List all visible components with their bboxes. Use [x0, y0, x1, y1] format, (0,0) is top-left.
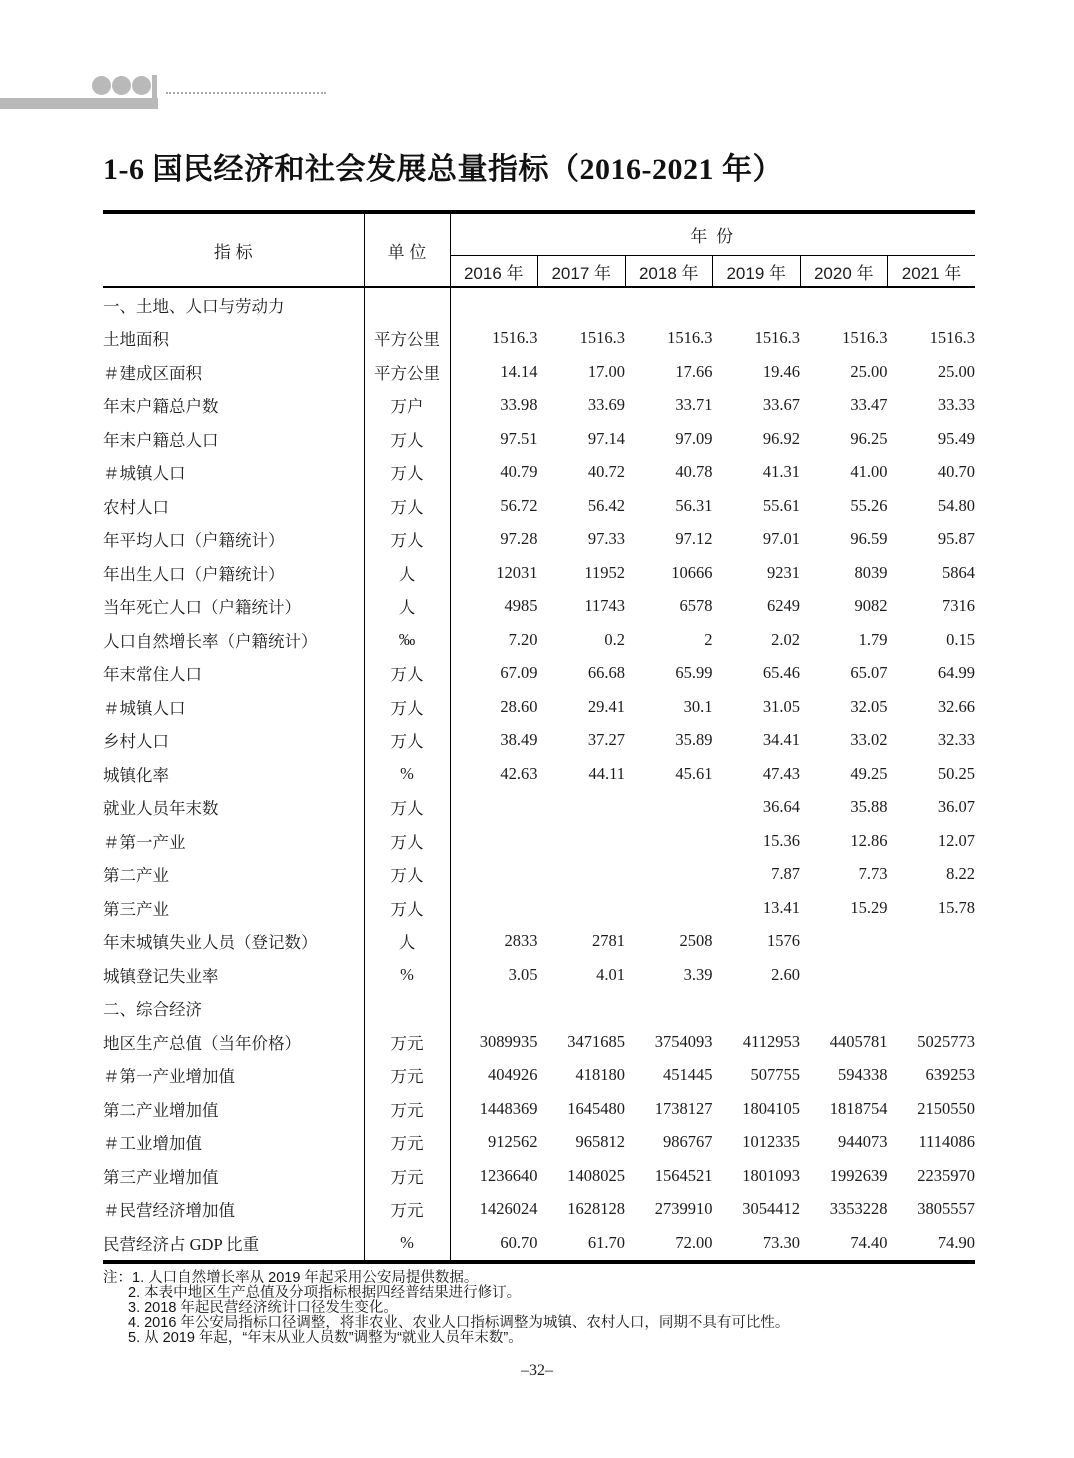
circle-icon	[132, 76, 151, 95]
row-value: 1236640	[479, 1165, 538, 1185]
row-value: 25.00	[937, 361, 976, 381]
row-label: ＃民营经济增加值	[103, 1201, 235, 1221]
row-value: 3805557	[917, 1199, 976, 1219]
footnote-line: 5. 从 2019 年起，“年末从业人员数”调整为“就业人员年末数”。	[128, 1330, 523, 1346]
row-label: 土地面积	[103, 330, 169, 350]
row-value: 33.71	[675, 395, 713, 415]
row-unit: 万人	[364, 824, 450, 858]
table-row	[103, 824, 975, 858]
row-value: 7316	[942, 596, 976, 616]
row-unit: 万元	[364, 1193, 450, 1227]
row-unit	[364, 992, 450, 1026]
row-value: 66.68	[587, 663, 625, 683]
row-value	[625, 287, 713, 322]
row-value: 60.70	[500, 1232, 538, 1252]
footnote-line: 3. 2018 年起民营经济统计口径发生变化。	[128, 1300, 398, 1316]
row-value	[450, 858, 538, 892]
row-value: 7.20	[508, 629, 538, 649]
row-unit: 人	[364, 925, 450, 959]
row-label: 年平均人口（户籍统计）	[103, 531, 285, 551]
row-label: ＃工业增加值	[103, 1134, 202, 1154]
row-value: 7.87	[771, 864, 800, 884]
row-value: 594338	[838, 1065, 888, 1085]
row-value: 74.90	[937, 1232, 976, 1252]
row-value: 11743	[584, 596, 625, 616]
table-row	[103, 1092, 975, 1126]
row-value: 74.40	[850, 1232, 888, 1252]
table-row	[103, 1126, 975, 1160]
row-value	[450, 791, 538, 825]
table-row	[103, 657, 975, 691]
row-value: 3471685	[567, 1031, 625, 1051]
row-value: 35.88	[850, 797, 888, 817]
row-value: 17.66	[675, 361, 713, 381]
section-label: 一、土地、人口与劳动力	[103, 296, 285, 316]
row-value	[538, 992, 626, 1026]
row-unit: 平方公里	[364, 322, 450, 356]
row-value: 8.22	[946, 864, 976, 884]
row-value: 1.79	[858, 629, 888, 649]
row-value	[450, 992, 538, 1026]
row-value: 9231	[767, 562, 800, 582]
table-row	[103, 456, 975, 490]
column-header-year-group: 年 份	[450, 212, 975, 256]
row-unit	[364, 287, 450, 322]
row-value	[625, 992, 713, 1026]
row-value	[625, 858, 713, 892]
row-value: 4112953	[742, 1031, 800, 1051]
row-label: 第三产业增加值	[103, 1167, 219, 1187]
row-value: 1804105	[742, 1098, 800, 1118]
row-label: 第三产业	[103, 899, 169, 919]
column-header-year-2018: 2018 年	[625, 256, 713, 288]
row-unit: 人	[364, 590, 450, 624]
row-value: 33.98	[500, 395, 538, 415]
table-row	[103, 724, 975, 758]
row-label: 城镇登记失业率	[103, 966, 219, 986]
row-value: 9082	[854, 596, 888, 616]
row-value: 1992639	[829, 1165, 888, 1185]
section-row	[103, 287, 975, 322]
footnote-line: 注：1. 人口自然增长率从 2019 年起采用公安局提供数据。	[103, 1270, 479, 1286]
row-value: 3089935	[479, 1031, 538, 1051]
table-row	[103, 958, 975, 992]
page-title: 1-6 国民经济和社会发展总量指标（2016-2021 年）	[103, 153, 783, 186]
row-value	[625, 791, 713, 825]
row-unit: %	[364, 757, 450, 791]
row-unit: 万元	[364, 1159, 450, 1193]
row-label: 第二产业增加值	[103, 1100, 219, 1120]
row-value: 41.00	[850, 462, 888, 482]
row-value: 451445	[663, 1065, 713, 1085]
row-label: ＃城镇人口	[103, 464, 186, 484]
column-header-year-2021: 2021 年	[888, 256, 976, 288]
row-value: 965812	[575, 1132, 625, 1152]
row-value	[800, 958, 888, 992]
row-unit: 万人	[364, 858, 450, 892]
row-value: 40.78	[675, 462, 713, 482]
row-unit: 万人	[364, 690, 450, 724]
row-value: 1564521	[654, 1165, 713, 1185]
row-value: 32.66	[937, 696, 976, 716]
table-row	[103, 1226, 975, 1262]
row-value: 97.01	[762, 529, 800, 549]
row-value: 1012335	[742, 1132, 800, 1152]
row-value: 72.00	[675, 1232, 713, 1252]
page-number: –32–	[521, 1362, 553, 1379]
row-label: 年末城镇失业人员（登记数）	[103, 933, 318, 953]
row-value	[625, 891, 713, 925]
table-row	[103, 891, 975, 925]
row-value: 95.87	[937, 529, 976, 549]
footnotes	[103, 1271, 983, 1346]
row-value: 37.27	[587, 730, 625, 750]
row-value: 40.70	[937, 462, 976, 482]
row-value: 11952	[584, 562, 625, 582]
row-value: 1516.3	[492, 328, 538, 348]
row-unit: 万人	[364, 791, 450, 825]
row-value: 12.07	[937, 830, 976, 850]
row-label: 民营经济占 GDP 比重	[103, 1234, 260, 1254]
row-value: 2739910	[654, 1199, 713, 1219]
row-value: 2150550	[917, 1098, 976, 1118]
row-value: 97.12	[675, 529, 713, 549]
footnote-line: 2. 本表中地区生产总值及分项指标根据四经普结果进行修订。	[128, 1285, 522, 1301]
row-label: 第二产业	[103, 866, 169, 886]
table-header-row-1	[103, 212, 975, 256]
row-unit: 人	[364, 556, 450, 590]
row-value: 1516.3	[754, 328, 800, 348]
row-value: 2235970	[917, 1165, 976, 1185]
row-value: 45.61	[675, 763, 713, 783]
table-row	[103, 1159, 975, 1193]
row-value: 97.28	[500, 529, 538, 549]
column-header-year-2019: 2019 年	[713, 256, 801, 288]
row-label: ＃第一产业增加值	[103, 1067, 235, 1087]
row-label: ＃第一产业	[103, 832, 186, 852]
row-value: 96.59	[850, 529, 888, 549]
row-unit: 万元	[364, 1092, 450, 1126]
row-value: 507755	[750, 1065, 800, 1085]
decoration-vertical-bar	[152, 75, 157, 109]
row-value: 31.05	[762, 696, 800, 716]
row-value: 8039	[854, 562, 888, 582]
row-label: 农村人口	[103, 497, 169, 517]
row-value: 912562	[488, 1132, 538, 1152]
row-value	[538, 858, 626, 892]
row-value: 33.47	[850, 395, 888, 415]
row-value: 97.33	[587, 529, 625, 549]
row-label: ＃城镇人口	[103, 698, 186, 718]
table-row	[103, 523, 975, 557]
row-value: 418180	[575, 1065, 625, 1085]
row-value: 14.14	[500, 361, 538, 381]
row-value: 55.61	[762, 495, 800, 515]
row-value: 1516.3	[842, 328, 888, 348]
row-value: 4.01	[596, 964, 625, 984]
row-value: 96.25	[850, 428, 888, 448]
row-value: 944073	[838, 1132, 888, 1152]
row-value: 15.36	[762, 830, 800, 850]
row-value	[800, 287, 888, 322]
column-header-year-2017: 2017 年	[538, 256, 626, 288]
row-value: 5864	[942, 562, 976, 582]
row-value: 73.30	[762, 1232, 800, 1252]
row-value: 33.69	[587, 395, 625, 415]
decoration-dotted-line	[166, 92, 326, 94]
row-value: 3.05	[508, 964, 538, 984]
row-unit: 万人	[364, 724, 450, 758]
row-unit: 万人	[364, 456, 450, 490]
decoration-circles	[92, 76, 151, 95]
row-value: 404926	[488, 1065, 538, 1085]
row-unit: 万人	[364, 523, 450, 557]
table-row	[103, 556, 975, 590]
row-unit: 平方公里	[364, 355, 450, 389]
row-value	[538, 891, 626, 925]
row-value: 95.49	[937, 428, 976, 448]
row-value: 56.31	[675, 495, 713, 515]
row-value: 25.00	[850, 361, 888, 381]
row-value	[713, 287, 801, 322]
row-unit: 万人	[364, 891, 450, 925]
column-header-year-2020: 2020 年	[800, 256, 888, 288]
row-value: 5025773	[917, 1031, 976, 1051]
table-row	[103, 925, 975, 959]
table-row	[103, 1193, 975, 1227]
row-unit: %	[364, 1226, 450, 1262]
row-unit: 万元	[364, 1025, 450, 1059]
row-value: 65.99	[675, 663, 713, 683]
row-value: 2	[704, 629, 713, 649]
row-value: 49.25	[850, 763, 888, 783]
row-value: 33.67	[762, 395, 800, 415]
row-value: 61.70	[587, 1232, 625, 1252]
table-row	[103, 1059, 975, 1093]
row-value: 12.86	[850, 830, 888, 850]
row-value: 3353228	[829, 1199, 888, 1219]
column-header-unit: 单 位	[364, 212, 450, 287]
row-value: 56.72	[500, 495, 538, 515]
row-value: 1645480	[567, 1098, 625, 1118]
circle-icon	[112, 76, 131, 95]
row-unit: 万元	[364, 1126, 450, 1160]
row-value: 35.89	[675, 730, 713, 750]
table-row	[103, 791, 975, 825]
row-value: 97.51	[500, 428, 538, 448]
row-label: 年末户籍总户数	[103, 397, 219, 417]
row-value: 2781	[592, 931, 625, 951]
row-value: 19.46	[762, 361, 800, 381]
table-row	[103, 355, 975, 389]
row-value	[800, 925, 888, 959]
row-value: 32.33	[937, 730, 976, 750]
row-value: 1516.3	[667, 328, 713, 348]
row-value	[888, 925, 976, 959]
row-value: 1448369	[479, 1098, 538, 1118]
row-label: 当年死亡人口（户籍统计）	[103, 598, 301, 618]
row-label: 年末户籍总人口	[103, 430, 219, 450]
row-value: 2508	[679, 931, 713, 951]
row-value: 97.09	[675, 428, 713, 448]
section-label: 二、综合经济	[103, 1000, 202, 1020]
table-row	[103, 757, 975, 791]
row-value: 1516.3	[929, 328, 976, 348]
row-label: ＃建成区面积	[103, 363, 202, 383]
row-value: 38.49	[500, 730, 538, 750]
row-value: 12031	[496, 562, 538, 582]
row-value	[888, 958, 976, 992]
row-value: 1738127	[654, 1098, 713, 1118]
row-value: 1801093	[742, 1165, 800, 1185]
row-label: 地区生产总值（当年价格）	[103, 1033, 301, 1053]
row-value: 1114086	[918, 1132, 976, 1152]
table-row	[103, 858, 975, 892]
row-value: 4985	[504, 596, 538, 616]
row-value: 1818754	[829, 1098, 888, 1118]
row-value: 65.07	[850, 663, 888, 683]
row-unit: 万人	[364, 489, 450, 523]
row-value: 2.60	[771, 964, 800, 984]
row-value	[888, 992, 976, 1026]
row-unit: 万元	[364, 1059, 450, 1093]
table-row	[103, 389, 975, 423]
table-row	[103, 623, 975, 657]
row-label: 乡村人口	[103, 732, 169, 752]
row-value: 0.15	[946, 629, 976, 649]
row-value: 639253	[925, 1065, 976, 1085]
row-value: 44.11	[588, 763, 625, 783]
row-value: 1426024	[479, 1199, 538, 1219]
row-value: 4405781	[829, 1031, 888, 1051]
row-value: 13.41	[762, 897, 800, 917]
row-value	[450, 824, 538, 858]
row-value	[888, 287, 976, 322]
row-value: 15.29	[850, 897, 888, 917]
row-unit: 万人	[364, 657, 450, 691]
circle-icon	[92, 76, 111, 95]
row-value: 97.14	[587, 428, 625, 448]
row-value: 10666	[671, 562, 713, 582]
column-header-year-2016: 2016 年	[450, 256, 538, 288]
row-value: 15.78	[937, 897, 976, 917]
row-value: 50.25	[937, 763, 976, 783]
row-value: 1628128	[567, 1199, 625, 1219]
section-row	[103, 992, 975, 1026]
stats-table	[103, 210, 975, 1264]
row-value: 6578	[679, 596, 713, 616]
row-label: 年出生人口（户籍统计）	[103, 564, 285, 584]
row-value: 3054412	[742, 1199, 800, 1219]
row-value	[450, 287, 538, 322]
footnote-line: 4. 2016 年公安局指标口径调整，将非农业、农业人口指标调整为城镇、农村人口，同期不具有可比性。	[128, 1315, 790, 1331]
row-value: 2833	[504, 931, 538, 951]
row-value: 3.39	[683, 964, 713, 984]
row-label: 年末常住人口	[103, 665, 202, 685]
column-header-indicator: 指 标	[103, 212, 364, 287]
row-value: 56.42	[587, 495, 625, 515]
row-value: 41.31	[762, 462, 800, 482]
row-value	[538, 824, 626, 858]
table-row	[103, 422, 975, 456]
row-value: 36.07	[937, 797, 976, 817]
row-value: 96.92	[762, 428, 800, 448]
row-label: 城镇化率	[103, 765, 169, 785]
row-value	[538, 287, 626, 322]
row-value: 67.09	[500, 663, 538, 683]
row-value: 3754093	[654, 1031, 713, 1051]
table-body	[103, 287, 975, 1262]
row-value: 34.41	[762, 730, 800, 750]
row-value: 2.02	[771, 629, 800, 649]
row-unit: %	[364, 958, 450, 992]
row-value: 55.26	[850, 495, 888, 515]
row-label: 就业人员年末数	[103, 799, 219, 819]
row-value: 47.43	[762, 763, 800, 783]
row-value: 6249	[767, 596, 800, 616]
row-value	[800, 992, 888, 1026]
table-row	[103, 322, 975, 356]
row-value: 65.46	[762, 663, 800, 683]
row-value: 30.1	[683, 696, 713, 716]
row-value: 17.00	[587, 361, 625, 381]
row-value: 54.80	[937, 495, 976, 515]
decoration-horizontal-bar	[0, 98, 158, 109]
row-value	[713, 992, 801, 1026]
row-value: 1516.3	[579, 328, 625, 348]
table-row	[103, 1025, 975, 1059]
row-value: 0.2	[604, 629, 625, 649]
row-value: 33.33	[937, 395, 976, 415]
row-value	[625, 824, 713, 858]
row-unit: ‰	[364, 623, 450, 657]
row-value: 986767	[663, 1132, 713, 1152]
row-label: 人口自然增长率（户籍统计）	[103, 631, 318, 651]
row-value: 40.79	[500, 462, 538, 482]
row-value: 1576	[767, 931, 800, 951]
row-value: 36.64	[762, 797, 800, 817]
row-value: 32.05	[850, 696, 888, 716]
row-value: 42.63	[500, 763, 538, 783]
row-unit: 万户	[364, 389, 450, 423]
row-value: 7.73	[858, 864, 888, 884]
row-unit: 万人	[364, 422, 450, 456]
row-value: 1408025	[567, 1165, 625, 1185]
table-row	[103, 590, 975, 624]
row-value	[538, 791, 626, 825]
row-value: 28.60	[500, 696, 538, 716]
row-value: 64.99	[937, 663, 976, 683]
table-row	[103, 489, 975, 523]
row-value: 40.72	[587, 462, 625, 482]
row-value: 33.02	[850, 730, 888, 750]
row-value	[450, 891, 538, 925]
table-row	[103, 690, 975, 724]
row-value: 29.41	[587, 696, 625, 716]
